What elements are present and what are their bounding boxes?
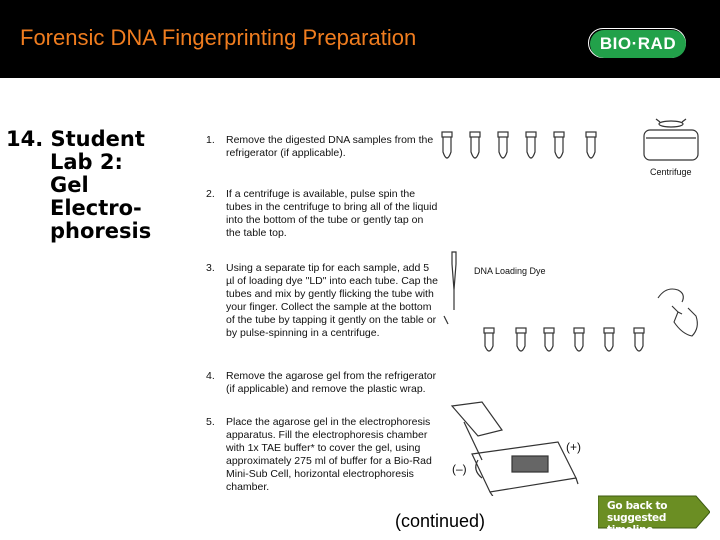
positive-electrode-label: (+) [566,440,581,454]
header-bar [0,0,720,78]
hand-flick-icon [652,278,704,348]
pipette-icon [438,250,478,330]
protocol-panel [200,122,720,502]
section-line-5: phoresis [50,219,152,243]
loading-dye-label: DNA Loading Dye [474,266,546,276]
negative-electrode-label: (–) [452,462,467,476]
go-back-label: Go back to suggested timeline [607,500,668,536]
step-number: 5. [206,416,215,428]
centrifuge-label: Centrifuge [650,167,692,177]
step-text: If a centrifuge is available, pulse spin the tubes in the centrifuge to bring all of the liquid into the bottom of the tube or gently tap on the table top. [226,188,438,239]
section-line-4: Electro- [50,196,142,220]
page-title: Forensic DNA Fingerprinting Preparation [20,25,417,50]
centrifuge-icon [638,116,704,164]
go-back-button[interactable] [598,495,710,536]
step-text: Remove the digested DNA samples from the refrigerator (if applicable). [226,134,434,159]
step-number: 3. [206,262,215,274]
section-line-1: 14. Student [6,127,145,151]
step-text: Place the agarose gel in the electrophoresis apparatus. Fill the electrophoresis chamber with 1x TAE buffer* to cover the gel, using approximately 275 ml of buffer for a Bio-Rad Mini-Sub Cell, horizontal electrophoresis chamber. [226,416,432,493]
step-text: Remove the agarose gel from the refrigerator (if applicable) and remove the plastic wrap. [226,370,437,395]
section-number: 14. [6,127,44,151]
continued-note: (continued) [395,511,486,531]
step-1 [206,134,438,160]
step-number: 2. [206,188,215,200]
bio-rad-logo: BIO·RAD [590,30,686,58]
tubes-row-2-illustration [480,322,650,362]
step-number: 1. [206,134,215,146]
section-line-2: Lab 2: [50,150,123,174]
step-2 [206,188,438,240]
step-3 [206,262,438,340]
section-heading [6,128,186,243]
step-number: 4. [206,370,215,382]
step-5 [206,416,438,494]
step-text: Using a separate tip for each sample, add 5 µl of loading dye "LD" into each tube. Cap the tubes and mix by gently flicking the tube with your finger. Collect the sample at the bottom of the tube by tapping it gently on the table or by pulse-spinning in a centrifuge. [226,262,438,339]
step-4 [206,370,438,396]
tubes-illustration [438,128,618,174]
section-line-3: Gel [50,173,89,197]
